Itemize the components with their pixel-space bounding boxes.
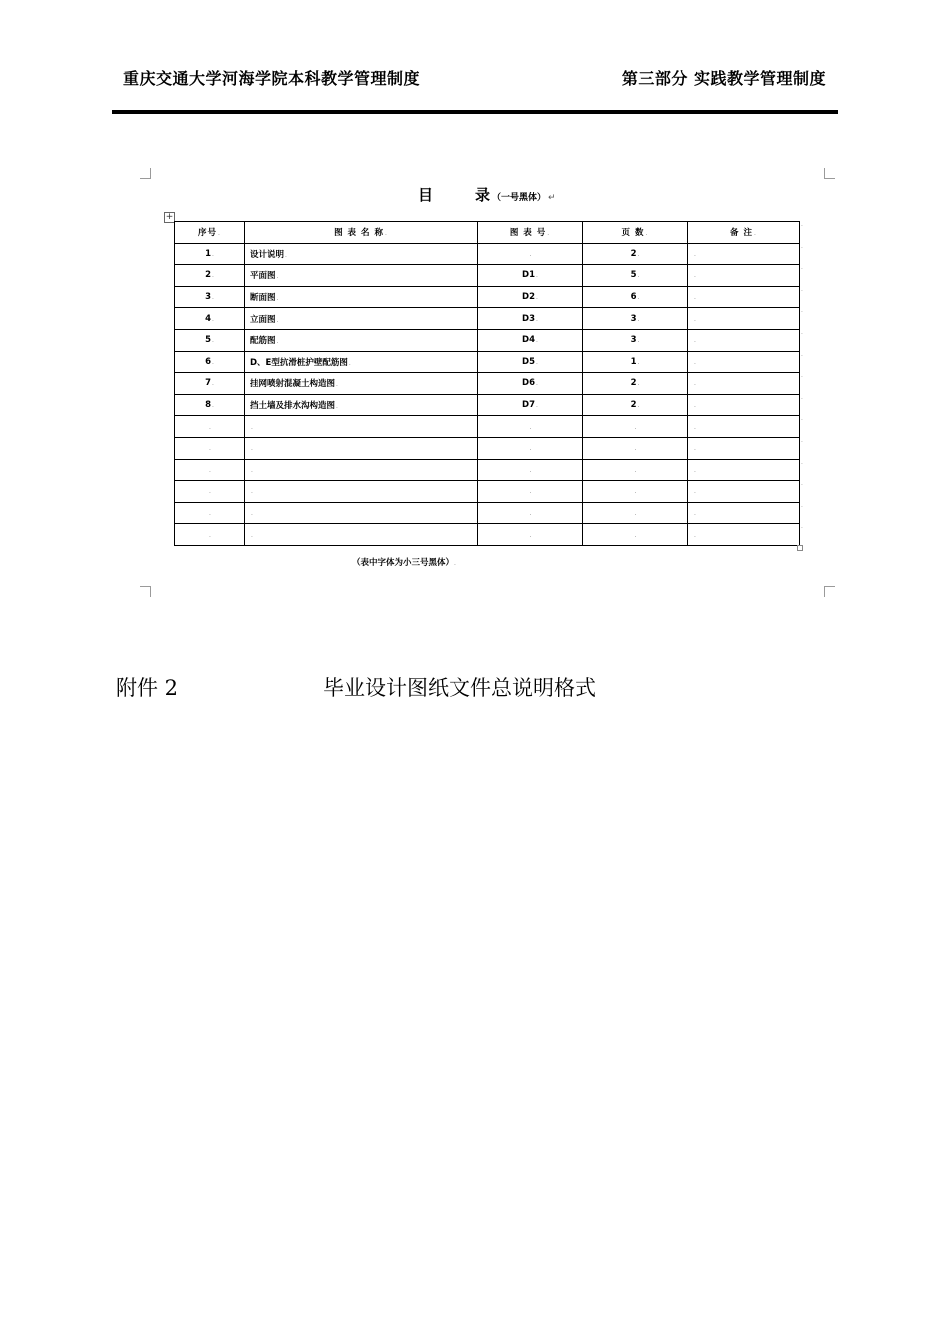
cell-remarks[interactable]: .	[688, 502, 800, 524]
column-header-name[interactable]: 图 表 名 称.	[245, 222, 478, 244]
cell-figure-no[interactable]: .	[478, 416, 583, 438]
column-header-index[interactable]: 序号.	[175, 222, 245, 244]
cell-name[interactable]: D、E型抗滑桩护壁配筋图.	[245, 351, 478, 373]
cell-index[interactable]: .	[175, 416, 245, 438]
cell-name[interactable]: 设计说明.	[245, 243, 478, 265]
table-caption-text: （表中字体为小三号黑体）	[352, 558, 455, 568]
table-resize-handle-icon[interactable]	[797, 545, 803, 551]
header-right-title: 第三部分 实践教学管理制度	[621, 69, 826, 88]
column-header-pages[interactable]: 页 数.	[583, 222, 688, 244]
cell-remarks[interactable]: .	[688, 524, 800, 546]
row-end-mark: .	[801, 501, 803, 509]
cell-figure-no[interactable]: D4.	[478, 329, 583, 351]
table-row	[175, 308, 800, 330]
row-end-mark: .	[801, 221, 803, 228]
cell-pages[interactable]: 5.	[583, 265, 688, 287]
cell-figure-no[interactable]: .	[478, 481, 583, 503]
cell-name[interactable]: 配筋图.	[245, 329, 478, 351]
table-row	[175, 286, 800, 308]
cell-index[interactable]: 8.	[175, 394, 245, 416]
row-end-mark: .	[801, 264, 803, 272]
cell-remarks[interactable]: .	[688, 459, 800, 481]
crop-mark-bottom-left	[140, 586, 151, 597]
cell-name[interactable]: .	[245, 416, 478, 438]
cell-pages[interactable]: 2.	[583, 243, 688, 265]
cell-name[interactable]: .	[245, 524, 478, 546]
cell-remarks[interactable]: .	[688, 351, 800, 373]
cell-pages[interactable]: .	[583, 524, 688, 546]
cell-pages[interactable]: 6.	[583, 286, 688, 308]
table-row	[175, 265, 800, 287]
cell-index[interactable]: 1.	[175, 243, 245, 265]
row-end-mark: .	[801, 523, 803, 531]
table-row	[175, 437, 800, 459]
cell-index[interactable]: .	[175, 459, 245, 481]
row-end-mark: .	[801, 436, 803, 444]
cell-name[interactable]: .	[245, 502, 478, 524]
table-caption	[352, 556, 456, 568]
cell-remarks[interactable]: .	[688, 243, 800, 265]
table-row	[175, 502, 800, 524]
cell-pages[interactable]: .	[583, 502, 688, 524]
table-row	[175, 243, 800, 265]
cell-name[interactable]: 断面图.	[245, 286, 478, 308]
paragraph-mark-icon: .	[454, 560, 456, 567]
cell-pages[interactable]: .	[583, 481, 688, 503]
cell-figure-no[interactable]: .	[478, 243, 583, 265]
table-row	[175, 351, 800, 373]
cell-name[interactable]: 挂网喷射混凝土构造图.	[245, 373, 478, 395]
cell-index[interactable]: .	[175, 502, 245, 524]
cell-index[interactable]: .	[175, 437, 245, 459]
column-header-remarks[interactable]: 备 注.	[688, 222, 800, 244]
row-end-mark: .	[801, 285, 803, 293]
toc-title-part2: 录	[475, 186, 491, 204]
cell-figure-no[interactable]: D7.	[478, 394, 583, 416]
crop-mark-top-left	[140, 168, 151, 179]
table-move-handle-icon[interactable]: +	[165, 212, 174, 222]
cell-index[interactable]: 6.	[175, 351, 245, 373]
cell-index[interactable]: 2.	[175, 265, 245, 287]
row-end-mark: .	[801, 242, 803, 250]
cell-name[interactable]: .	[245, 459, 478, 481]
cell-figure-no[interactable]: .	[478, 459, 583, 481]
toc-title	[418, 184, 556, 205]
header-left-title: 重庆交通大学河海学院本科教学管理制度	[123, 69, 421, 88]
toc-table	[174, 221, 800, 546]
cell-remarks[interactable]: .	[688, 286, 800, 308]
cell-figure-no[interactable]: D1.	[478, 265, 583, 287]
row-end-mark: .	[801, 415, 803, 423]
cell-name[interactable]: 挡土墙及排水沟构造图.	[245, 394, 478, 416]
toc-title-note: （一号黑体）	[492, 193, 547, 203]
cell-figure-no[interactable]: .	[478, 524, 583, 546]
row-end-mark: .	[801, 328, 803, 336]
header-rule	[112, 110, 838, 114]
table-row	[175, 394, 800, 416]
table-row	[175, 329, 800, 351]
row-end-marks	[801, 221, 809, 545]
paragraph-mark-icon: ↵	[548, 193, 556, 203]
crop-mark-bottom-right	[824, 586, 835, 597]
cell-remarks[interactable]: .	[688, 437, 800, 459]
column-header-figure-no[interactable]: 图 表 号.	[478, 222, 583, 244]
table-row	[175, 459, 800, 481]
cell-figure-no[interactable]: .	[478, 502, 583, 524]
cell-name[interactable]: .	[245, 481, 478, 503]
toc-header-row	[175, 222, 800, 244]
cell-index[interactable]: 3.	[175, 286, 245, 308]
row-end-mark: .	[801, 372, 803, 380]
cell-remarks[interactable]: .	[688, 481, 800, 503]
cell-remarks[interactable]: .	[688, 308, 800, 330]
cell-name[interactable]: 平面图.	[245, 265, 478, 287]
table-row	[175, 373, 800, 395]
toc-title-part1: 目	[418, 186, 434, 204]
table-row	[175, 481, 800, 503]
cell-index[interactable]: 4.	[175, 308, 245, 330]
cell-figure-no[interactable]: .	[478, 437, 583, 459]
cell-pages[interactable]: 3.	[583, 329, 688, 351]
cell-remarks[interactable]: .	[688, 373, 800, 395]
cell-remarks[interactable]: .	[688, 329, 800, 351]
cell-remarks[interactable]: .	[688, 416, 800, 438]
appendix-label: 附件 2	[116, 676, 179, 700]
cell-name[interactable]: 立面图.	[245, 308, 478, 330]
row-end-mark: .	[801, 393, 803, 401]
cell-figure-no[interactable]: D2.	[478, 286, 583, 308]
row-end-mark: .	[801, 350, 803, 358]
crop-mark-top-right	[824, 168, 835, 179]
row-end-mark: .	[801, 458, 803, 466]
cell-figure-no[interactable]: D5.	[478, 351, 583, 373]
table-row	[175, 416, 800, 438]
cell-pages[interactable]: .	[583, 459, 688, 481]
cell-index[interactable]: .	[175, 524, 245, 546]
cell-remarks[interactable]: .	[688, 265, 800, 287]
cell-pages[interactable]: 2.	[583, 373, 688, 395]
table-row	[175, 524, 800, 546]
cell-pages[interactable]: 3.	[583, 308, 688, 330]
cell-index[interactable]: 7.	[175, 373, 245, 395]
cell-figure-no[interactable]: D6.	[478, 373, 583, 395]
cell-pages[interactable]: 1.	[583, 351, 688, 373]
cell-figure-no[interactable]: D3.	[478, 308, 583, 330]
cell-index[interactable]: .	[175, 481, 245, 503]
cell-pages[interactable]: .	[583, 416, 688, 438]
cell-pages[interactable]: 2.	[583, 394, 688, 416]
row-end-mark: .	[801, 307, 803, 315]
appendix-title: 毕业设计图纸文件总说明格式	[323, 676, 596, 700]
row-end-mark: .	[801, 480, 803, 488]
cell-name[interactable]: .	[245, 437, 478, 459]
cell-index[interactable]: 5.	[175, 329, 245, 351]
cell-remarks[interactable]: .	[688, 394, 800, 416]
cell-pages[interactable]: .	[583, 437, 688, 459]
